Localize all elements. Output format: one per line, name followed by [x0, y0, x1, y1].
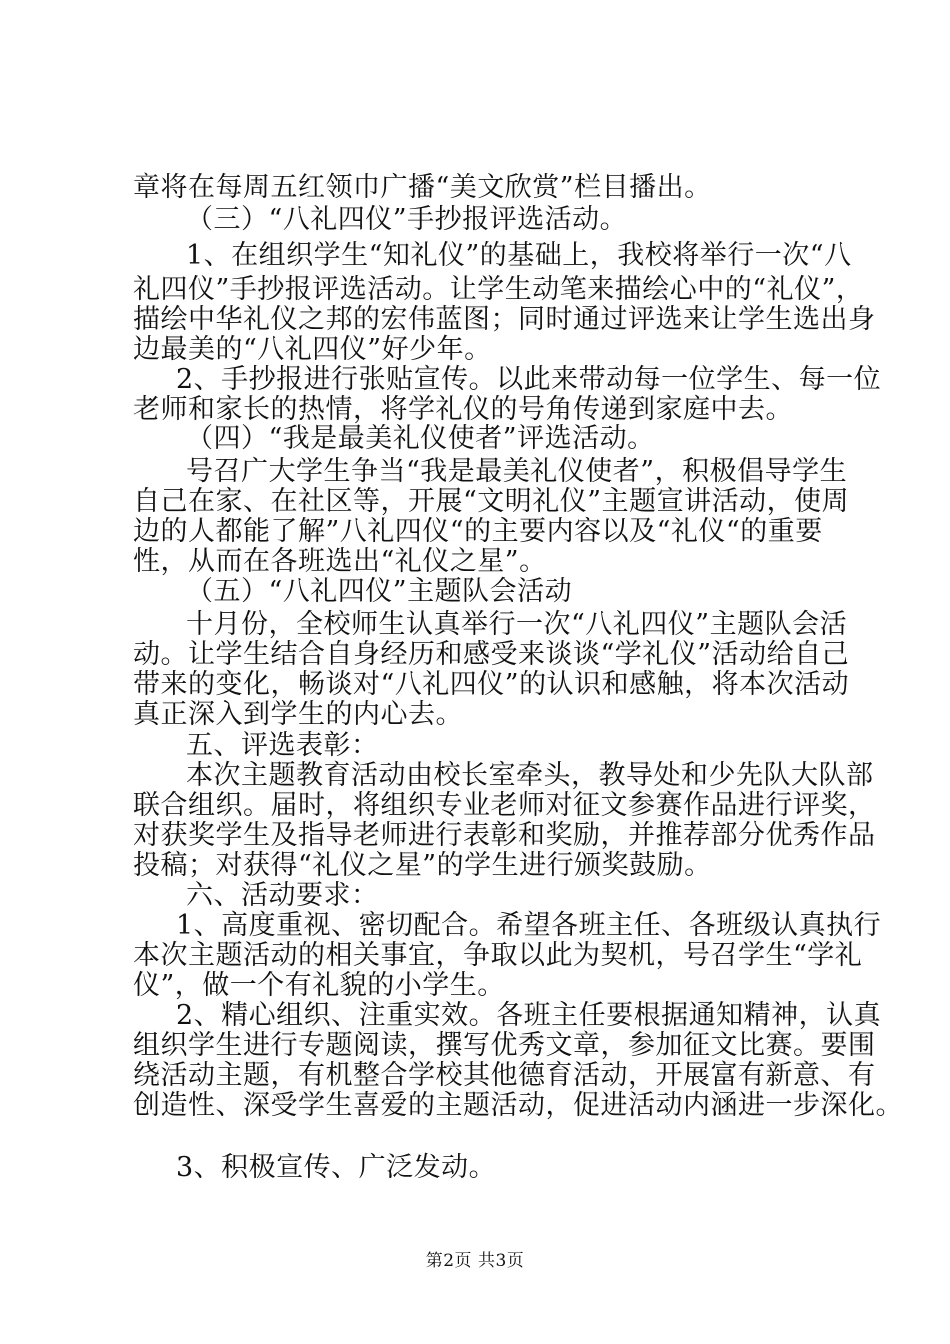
text-line: 仪”，做一个有礼貌的小学生。	[133, 970, 505, 1001]
section-heading: 六、活动要求：	[186, 880, 379, 911]
section-heading: （三）“八礼四仪”手抄报评选活动。	[186, 204, 628, 235]
section-heading: （四）“我是最美礼仪使者”评选活动。	[186, 423, 655, 454]
text-line: 十月份，全校师生认真举行一次“八礼四仪”主题队会活	[186, 609, 848, 640]
text-line: 本次主题活动的相关事宜，争取以此为契机，号召学生“学礼	[133, 940, 863, 971]
text-line: 礼四仪”手抄报评选活动。让学生动笔来描绘心中的“礼仪”，	[133, 274, 864, 305]
section-heading: （五）“八礼四仪”主题队会活动	[186, 576, 573, 607]
text-line: 绕活动主题，有机整合学校其他德育活动，开展富有新意、有	[133, 1060, 876, 1091]
text-line: 投稿；对获得“礼仪之星”的学生进行颁奖鼓励。	[133, 850, 712, 881]
text-line: 性，从而在各班选出“礼仪之星”。	[133, 546, 547, 577]
text-line: 创造性、深受学生喜爱的主题活动，促进活动内涵进一步深化。	[133, 1090, 903, 1121]
text-line: 1、在组织学生“知礼仪”的基础上，我校将举行一次“八	[186, 240, 852, 271]
text-line: 联合组织。届时，将组织专业老师对征文参赛作品进行评奖，	[133, 790, 876, 821]
text-line: 对获奖学生及指导老师进行表彰和奖励，并推荐部分优秀作品	[133, 820, 876, 851]
text-line: 3、积极宣传、广泛发动。	[176, 1152, 497, 1183]
text-line: 章将在每周五红领巾广播“美文欣赏”栏目播出。	[133, 172, 712, 203]
text-line: 动。让学生结合自身经历和感受来谈谈“学礼仪”活动给自己	[133, 639, 850, 670]
text-line: 边最美的“八礼四仪”好少年。	[133, 334, 492, 365]
text-line: 本次主题教育活动由校长室牵头，教导处和少先队大队部	[186, 760, 874, 791]
text-line: 描绘中华礼仪之邦的宏伟蓝图；同时通过评选来让学生选出身	[133, 304, 876, 335]
section-heading: 五、评选表彰：	[186, 730, 379, 761]
page-number: 第2页 共3页	[425, 1251, 525, 1271]
text-line: 带来的变化，畅谈对“八礼四仪”的认识和感触，将本次活动	[133, 669, 850, 700]
text-line: 2、手抄报进行张贴宣传。以此来带动每一位学生、每一位	[176, 364, 882, 395]
text-line: 老师和家长的热情，将学礼仪的号角传递到家庭中去。	[133, 394, 793, 425]
text-line: 1、高度重视、密切配合。希望各班主任、各班级认真执行	[176, 910, 882, 941]
text-line: 号召广大学生争当“我是最美礼仪使者”，积极倡导学生	[186, 456, 848, 487]
text-line: 2、精心组织、注重实效。各班主任要根据通知精神，认真	[176, 1000, 882, 1031]
text-line: 边的人都能了解”八礼四仪“的主要内容以及“礼仪“的重要	[133, 516, 823, 547]
text-line: 真正深入到学生的内心去。	[133, 699, 463, 730]
text-line: 组织学生进行专题阅读，撰写优秀文章，参加征文比赛。要围	[133, 1030, 876, 1061]
text-line: 自己在家、在社区等，开展“文明礼仪”主题宣讲活动，使周	[133, 486, 850, 517]
